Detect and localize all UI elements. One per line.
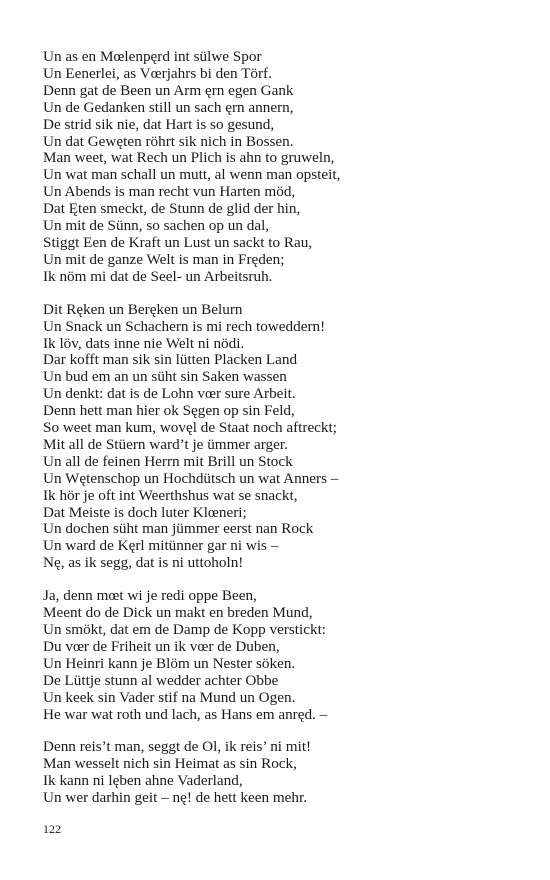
poem-line: Un wat man schall un mutt, al wenn man opsteit, xyxy=(43,166,341,184)
poem-line: Dat Ęten smeckt, de Stunn de glid der hin, xyxy=(43,200,301,218)
poem-line: Un dat Gewęten röhrt sik nich in Bossen. xyxy=(43,132,294,150)
poem-line: Un Wętenschop un Hochdütsch un wat Anners – xyxy=(43,469,339,487)
poem-line: Dat Meiste is doch luter Klœneri; xyxy=(43,503,247,521)
poem-line: Denn hett man hier ok Sęgen op sin Feld, xyxy=(43,402,295,420)
stanza xyxy=(43,302,523,573)
poem-line: Un dochen süht man jümmer eerst nan Rock xyxy=(43,520,314,538)
poem-line: Mit all de Stüern ward’t je ümmer arger. xyxy=(43,435,288,453)
page-number: 122 xyxy=(43,822,61,836)
poem-line: Dit Ręken un Beręken un Belurn xyxy=(43,300,243,318)
poem-line: Un denkt: dat is de Lohn vœr sure Arbeit. xyxy=(43,385,296,403)
poem-line: Un bud em an un süht sin Saken wassen xyxy=(43,368,287,386)
poem-line: Meent do de Dick un makt en breden Mund, xyxy=(43,604,313,622)
poem-line: Un Heinri kann je Blöm un Nester söken. xyxy=(43,654,296,672)
poem-line: Stiggt Een de Kraft un Lust un sackt to Rau, xyxy=(43,233,313,251)
poem-line: Un mit de ganze Welt is man in Fręden; xyxy=(43,250,285,268)
poem-line: Un Snack un Schachern is mi rech toweddern! xyxy=(43,317,326,335)
poem-line: De strid sik nie, dat Hart is so gesund, xyxy=(43,115,275,133)
poem-line: Dar kofft man sik sin lütten Placken Land xyxy=(43,351,298,369)
poem-line: Un keek sin Vader stif na Mund un Ogen. xyxy=(43,688,296,706)
poem-line: Denn gat de Been un Arm ęrn egen Gank xyxy=(43,81,294,99)
poem-line: Ja, denn mœt wi je redi oppe Been, xyxy=(43,587,257,605)
poem-line: Denn reis’t man, seggt de Ol, ik reis’ ni mit! xyxy=(43,738,312,756)
poem-line: Un ward de Kęrl mitünner gar ni wis – xyxy=(43,537,279,555)
poem-line: Ik löv, dats inne nie Welt ni nödi. xyxy=(43,334,245,352)
poem-line: Du vœr de Friheit un ik vœr de Duben, xyxy=(43,637,280,655)
poem-line: He war wat roth und lach, as Hans em anręd. – xyxy=(43,705,328,723)
poem-line: Un wer darhin geit – nę! de hett keen mehr. xyxy=(43,789,308,807)
stanza xyxy=(43,49,523,286)
poem-line: De Lüttje stunn al wedder achter Obbe xyxy=(43,671,279,689)
poem-line: Ik kann ni lęben ahne Vaderland, xyxy=(43,772,243,790)
poem-line: Un mit de Sünn, so sachen op un dal, xyxy=(43,217,270,235)
poem-line: Un smökt, dat em de Damp de Kopp verstickt: xyxy=(43,621,327,638)
stanza xyxy=(43,739,523,807)
poem-line: Ik hör je oft int Weerthshus wat se snackt, xyxy=(43,486,298,504)
poem-line: Un de Gedanken still un sach ęrn annern, xyxy=(43,98,294,116)
stanza xyxy=(43,588,523,723)
poem-line: Un all de feinen Herrn mit Brill un Stock xyxy=(43,452,293,470)
poem-line: Man wesselt nich sin Heimat as sin Rock, xyxy=(43,755,297,773)
poem-line: Nę, as ik segg, dat is ni uttoholn! xyxy=(43,554,244,572)
poem-line: Un Abends is man recht vun Harten möd, xyxy=(43,183,296,201)
poem-line: Un as en Mœlenpęrd int sülwe Spor xyxy=(43,48,262,65)
poem-line: So weet man kum, wovęl de Staat noch aftreckt; xyxy=(43,419,337,437)
poem-line: Man weet, wat Rech un Plich is ahn to gruweln, xyxy=(43,149,335,167)
poem-line: Ik nöm mi dat de Seel- un Arbeitsruh. xyxy=(43,267,273,285)
poem-text xyxy=(43,49,523,823)
poem-line: Un Eenerlei, as Vœrjahrs bi den Törf. xyxy=(43,64,272,82)
